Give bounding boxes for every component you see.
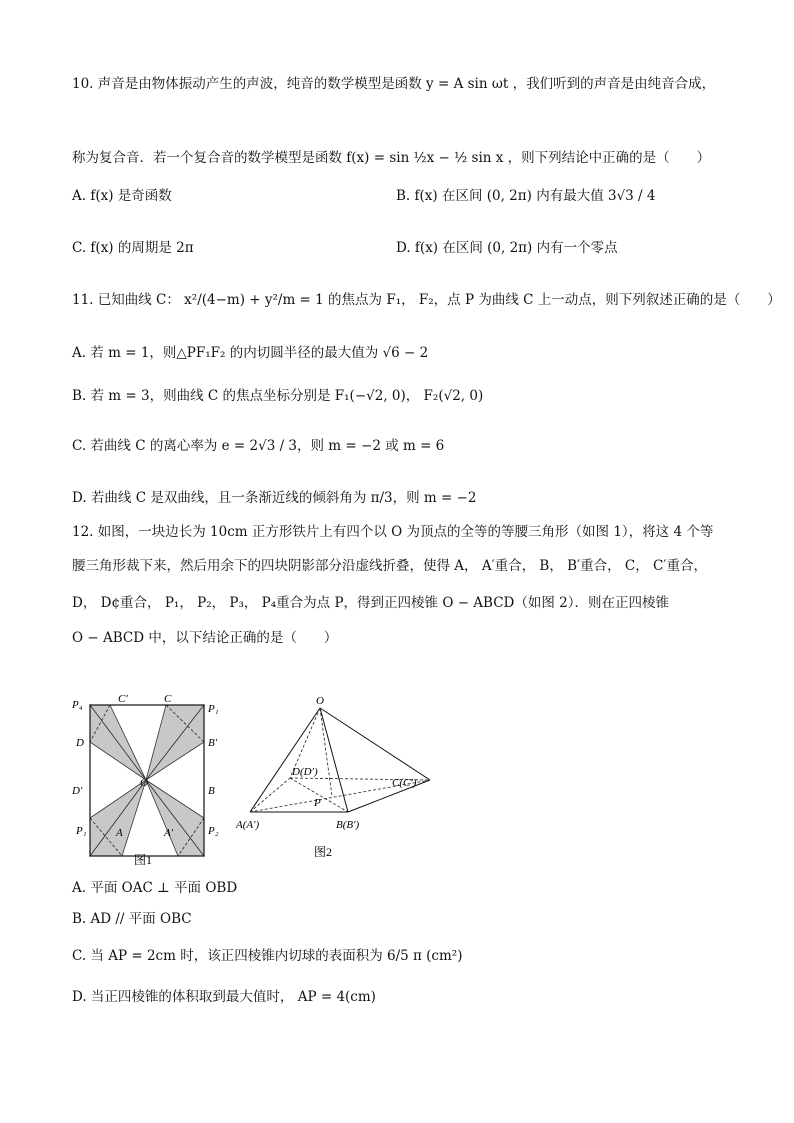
fig2-label-a: A(A′) <box>236 819 260 831</box>
fig1-label-p2: P₂ <box>208 825 219 837</box>
q12-line-1: 12. 如图，一块边长为 10cm 正方形铁片上有四个以 O 为顶点的全等的等腰三角形（如图 1），将这 4 个等 <box>72 524 714 540</box>
q11-option-a: A. 若 m = 1，则△PF₁F₂ 的内切圆半径的最大值为 √6 − 2 <box>72 345 429 361</box>
q12-option-d: D. 当正四棱锥的体积取到最大值时， AP = 4(cm) <box>72 989 376 1005</box>
q12-line-3: D， D¢重合， P₁， P₂， P₃， P₄重合为点 P，得到正四棱锥 O − ABCD（如图 2）．则在正四棱锥 <box>72 595 670 611</box>
figure-1 <box>68 690 228 870</box>
fig1-label-p1-bottom: P₁ <box>76 825 87 837</box>
q11-option-c: C. 若曲线 C 的离心率为 e = 2√3 / 3，则 m = −2 或 m = 6 <box>72 438 445 454</box>
fig2-caption: 图2 <box>314 845 333 859</box>
fig1-label-d-prime: D′ <box>72 785 83 797</box>
q11-option-b: B. 若 m = 3，则曲线 C 的焦点坐标分别是 F₁(−√2, 0)， F₂(√2, 0) <box>72 388 484 404</box>
q11-option-d: D. 若曲线 C 是双曲线，且一条渐近线的倾斜角为 π/3，则 m = −2 <box>72 490 477 506</box>
q10-line-2: 称为复合音．若一个复合音的数学模型是函数 f(x) = sin ½x − ½ sin x ，则下列结论中正确的是（ ） <box>72 150 711 166</box>
fig2-label-p: P <box>314 797 321 809</box>
q10-option-a: A. f(x) 是奇函数 <box>72 188 172 204</box>
q12-option-a: A. 平面 OAC ⊥ 平面 OBD <box>72 880 238 896</box>
fig1-label-b-prime: B′ <box>208 737 218 749</box>
q11-stem: 11. 已知曲线 C： x²/(4−m) + y²/m = 1 的焦点为 F₁， F₂，点 P 为曲线 C 上一动点，则下列叙述正确的是（ ） <box>72 292 781 308</box>
fig1-label-o: O <box>140 777 148 789</box>
q12-option-c: C. 当 AP = 2cm 时，该正四棱锥内切球的表面积为 6/5 π (cm²) <box>72 948 463 964</box>
fig1-label-a: A <box>116 827 123 839</box>
fig1-label-a-prime: A′ <box>164 827 174 839</box>
fig2-label-o: O <box>316 695 324 707</box>
fig2-hidden-edges <box>250 708 430 812</box>
q12-line-4: O − ABCD 中，以下结论正确的是（ ） <box>72 630 338 646</box>
q10-option-b: B. f(x) 在区间 (0, 2π) 内有最大值 3√3 / 4 <box>396 188 656 204</box>
q10-line-1: 10. 声音是由物体振动产生的声波，纯音的数学模型是函数 y = A sin ωt ，我们听到的声音是由纯音合成， <box>72 76 716 92</box>
q10-option-d: D. f(x) 在区间 (0, 2π) 内有一个零点 <box>396 240 618 256</box>
fig1-label-p1-top: P₁ <box>208 703 219 715</box>
fig1-caption: 图1 <box>134 853 153 867</box>
fig1-shade-left-top <box>90 705 146 780</box>
fig1-label-b: B <box>208 785 215 797</box>
q12-option-b: B. AD // 平面 OBC <box>72 911 192 927</box>
q10-option-c: C. f(x) 的周期是 2π <box>72 240 194 256</box>
fig2-label-b: B(B′) <box>336 819 360 831</box>
fig1-label-p4: P₄ <box>72 699 83 711</box>
q12-line-2: 腰三角形裁下来，然后用余下的四块阴影部分沿虚线折叠，使得 A， A′重合， B， B′重合， C， C′重合， <box>72 558 707 574</box>
fig2-label-d: D(D′) <box>292 766 318 778</box>
figure-2 <box>232 690 432 870</box>
fig2-label-c: C(C′) <box>392 777 417 789</box>
fig1-label-d: D <box>76 737 84 749</box>
fig1-label-c-prime: C′ <box>118 693 128 705</box>
fig1-label-c: C <box>164 693 172 705</box>
